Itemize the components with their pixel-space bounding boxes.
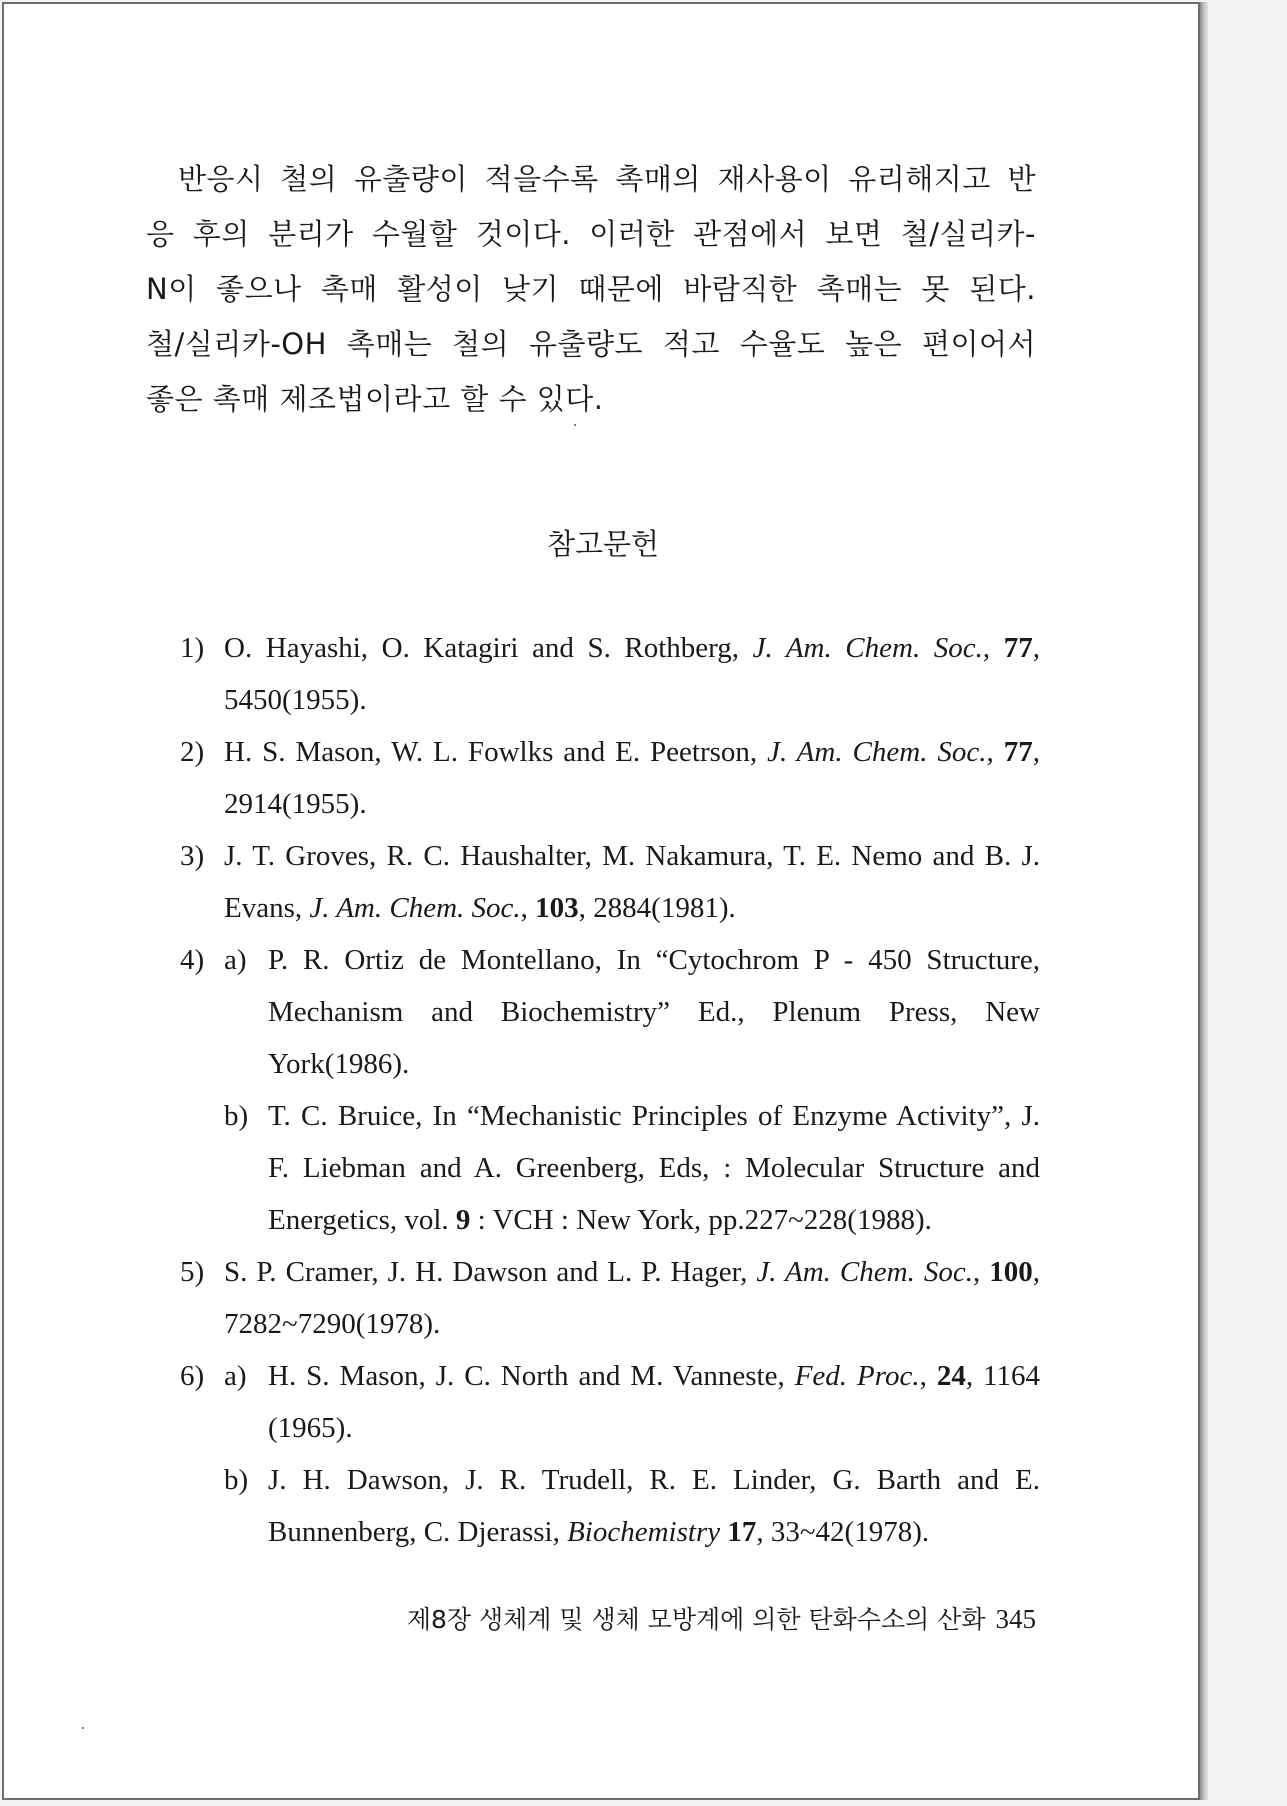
reference-text — [268, 1090, 1040, 1246]
reference-item-1 — [180, 622, 1040, 726]
body-line: 반응시 철의 유출량이 적을수록 촉매의 재사용이 유리해지고 반 — [178, 162, 1036, 196]
scan-speck — [574, 424, 576, 426]
volume-number: 100 — [989, 1256, 1033, 1288]
separator: , — [520, 892, 536, 924]
page-number: 345 — [995, 1604, 1036, 1634]
reference-authors: H. S. Mason, W. L. Fowlks and E. Peetrson, — [224, 736, 768, 768]
reference-number: 5) — [180, 1256, 205, 1288]
separator: , — [982, 632, 1004, 664]
body-paragraph — [146, 152, 1036, 427]
separator: , — [986, 736, 1004, 768]
journal-name: Fed. Proc. — [794, 1360, 920, 1392]
reference-text — [268, 1454, 1040, 1558]
reference-number: 6) — [180, 1360, 205, 1392]
reference-pages: , 7282~7290(1978). — [224, 1256, 1040, 1340]
reference-pages: , 5450(1955). — [224, 632, 1040, 716]
page-footer — [4, 1600, 1036, 1636]
reference-pages: , 1164 (1965). — [268, 1360, 1040, 1444]
reference-item-6 — [180, 1350, 1040, 1558]
chapter-title: 제8장 생체계 및 생체 모방계에 의한 탄화수소의 산화 — [406, 1605, 986, 1634]
reference-item-3 — [180, 830, 1040, 934]
subitem-marker: b) — [224, 1100, 249, 1132]
reference-pages: , 33~42(1978). — [756, 1516, 930, 1548]
references-heading: 참고문헌 — [546, 527, 660, 561]
reference-subitem-4b — [224, 1090, 1040, 1246]
reference-text: P. R. Ortiz de Montellano, In “Cytochrom P - 450 Structure, Mechanism and Biochemistry” Ed., Plenum Press, New York(1986). — [268, 944, 1040, 1080]
reference-authors: H. S. Mason, J. C. North and M. Vanneste, — [268, 1360, 795, 1392]
reference-authors: J. H. Dawson, J. R. Trudell, R. E. Linder, G. Barth and E. Bunnenberg, C. Djerassi, — [268, 1464, 1040, 1548]
body-line: 철/실리카-OH 촉매는 철의 유출량도 적고 수율도 높은 편이어서 — [146, 327, 1036, 361]
body-line: 응 후의 분리가 수월할 것이다. 이러한 관점에서 보면 철/실리카- — [146, 217, 1036, 251]
journal-name: J. Am. Chem. Soc. — [752, 632, 983, 664]
subitem-marker: a) — [224, 944, 247, 976]
separator: , — [919, 1360, 937, 1392]
reference-text — [268, 1350, 1040, 1454]
reference-subitem-6a — [224, 1350, 1040, 1454]
reference-list — [180, 622, 1040, 1558]
reference-subitem-6b — [224, 1454, 1040, 1558]
reference-number: 4) — [180, 944, 205, 976]
scan-speck — [82, 1727, 84, 1729]
subitem-marker: a) — [224, 1360, 247, 1392]
reference-item-4 — [180, 934, 1040, 1246]
separator: , — [972, 1256, 990, 1288]
reference-number: 3) — [180, 840, 205, 872]
reference-authors: J. T. Groves, R. C. Haushalter, M. Nakamura, T. E. Nemo and B. J. Evans, — [224, 840, 1040, 924]
volume-number: 9 — [455, 1204, 471, 1236]
reference-authors: T. C. Bruice, In “Mechanistic Principles of Enzyme Activity”, J. F. Liebman and A. Greenberg, Eds, : Molecular Structure and Energetics, vol. — [268, 1100, 1040, 1236]
journal-name: Biochemistry — [567, 1516, 721, 1548]
reference-pages: , 2914(1955). — [224, 736, 1040, 820]
body-line: 좋은 촉매 제조법이라고 할 수 있다. — [146, 382, 604, 416]
reference-text — [224, 726, 1040, 830]
reference-authors: S. P. Cramer, J. H. Dawson and L. P. Hager, — [224, 1256, 757, 1288]
reference-number: 1) — [180, 632, 205, 664]
body-line: N이 좋으나 촉매 활성이 낮기 때문에 바람직한 촉매는 못 된다. — [146, 272, 1036, 306]
journal-name: J. Am. Chem. Soc. — [309, 892, 521, 924]
journal-name: J. Am. Chem. Soc. — [756, 1256, 973, 1288]
document-page — [2, 2, 1200, 1800]
reference-pages: : VCH : New York, pp.227~228(1988). — [470, 1204, 932, 1236]
reference-text — [224, 622, 1040, 726]
reference-item-2 — [180, 726, 1040, 830]
reference-text — [224, 1246, 1040, 1350]
reference-number: 2) — [180, 736, 205, 768]
volume-number: 17 — [727, 1516, 757, 1548]
page-edge-shadow — [1200, 2, 1208, 1800]
reference-item-5 — [180, 1246, 1040, 1350]
volume-number: 77 — [1003, 736, 1033, 768]
reference-text — [224, 830, 1040, 934]
reference-subitem-4a — [224, 934, 1040, 1090]
volume-number: 24 — [936, 1360, 966, 1392]
subitem-marker: b) — [224, 1464, 249, 1496]
reference-pages: , 2884(1981). — [578, 892, 736, 924]
reference-authors: O. Hayashi, O. Katagiri and S. Rothberg, — [224, 632, 753, 664]
volume-number: 103 — [535, 892, 579, 924]
volume-number: 77 — [1003, 632, 1033, 664]
journal-name: J. Am. Chem. Soc. — [767, 736, 987, 768]
